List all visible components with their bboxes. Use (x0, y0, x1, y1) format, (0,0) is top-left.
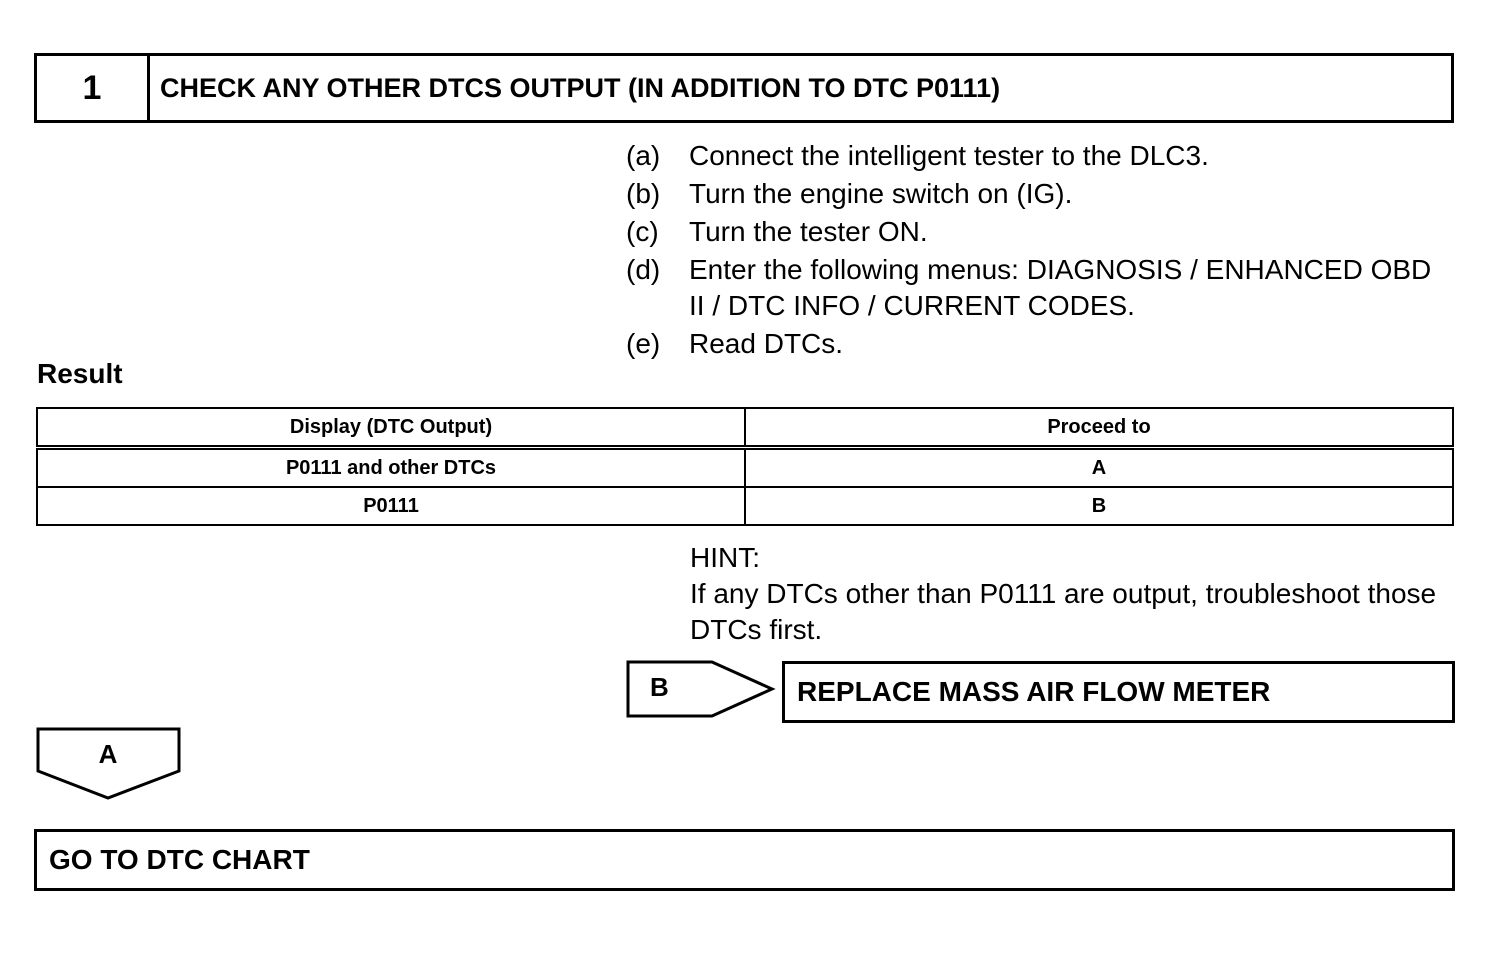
branch-a-letter: A (98, 739, 118, 769)
instruction-item (626, 176, 1446, 212)
instruction-list (626, 138, 1446, 364)
instruction-text: Turn the engine switch on (IG). (689, 178, 1073, 209)
instruction-label: (b) (626, 178, 661, 209)
branch-a-tag (36, 727, 182, 801)
branch-b-letter: B (650, 672, 669, 702)
replace-action-box: REPLACE MASS AIR FLOW METER (782, 661, 1455, 723)
result-table (36, 407, 1454, 526)
result-heading: Result (37, 358, 123, 389)
instruction-item (626, 252, 1446, 324)
right-arrow-icon (626, 660, 776, 718)
hint-text: If any DTCs other than P0111 are output, troubleshoot those DTCs first. (690, 578, 1437, 645)
table-cell: B (745, 487, 1453, 525)
step-header (34, 53, 1454, 123)
goto-action-box: GO TO DTC CHART (34, 829, 1455, 891)
instruction-text: Connect the intelligent tester to the DLC3. (689, 140, 1209, 171)
hint-block (690, 540, 1450, 648)
instruction-item (626, 214, 1446, 250)
step-title: CHECK ANY OTHER DTCS OUTPUT (IN ADDITION TO DTC P0111) (160, 72, 1001, 103)
instruction-label: (c) (626, 216, 659, 247)
instruction-item (626, 326, 1446, 362)
instruction-label: (e) (626, 328, 661, 359)
column-header-display: Display (DTC Output) (37, 408, 745, 448)
instruction-label: (d) (626, 254, 661, 285)
table-header-row (37, 408, 1453, 448)
table-cell: A (745, 448, 1453, 488)
table-row (37, 448, 1453, 488)
instruction-text: Read DTCs. (689, 328, 844, 359)
instruction-label: (a) (626, 140, 661, 171)
instruction-text: Turn the tester ON. (689, 216, 928, 247)
instruction-text: Enter the following menus: DIAGNOSIS / ENHANCED OBD II / DTC INFO / CURRENT CODES. (689, 254, 1432, 321)
step-number: 1 (37, 56, 150, 120)
hint-title: HINT: (690, 542, 760, 573)
instruction-item (626, 138, 1446, 174)
table-cell: P0111 and other DTCs (37, 448, 745, 488)
table-cell: P0111 (37, 487, 745, 525)
column-header-proceed: Proceed to (745, 408, 1453, 448)
table-row (37, 487, 1453, 525)
branch-b-tag (626, 660, 776, 718)
